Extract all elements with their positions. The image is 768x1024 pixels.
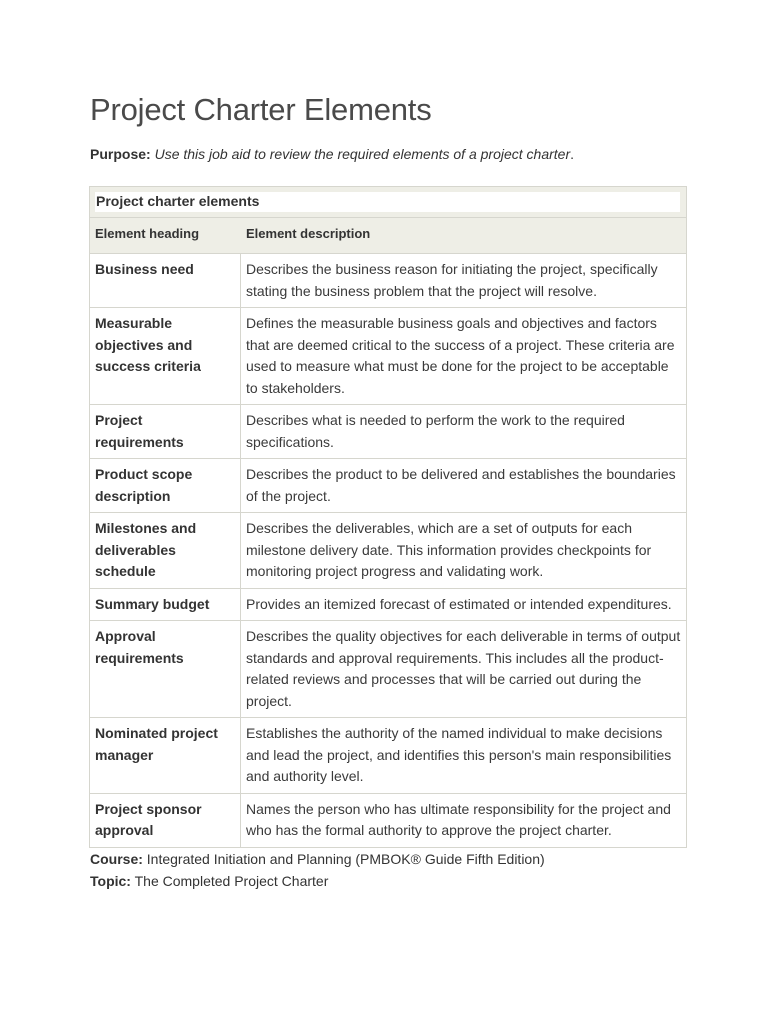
element-description-cell: Describes what is needed to perform the work to the required specifications. <box>241 405 687 459</box>
footer-info <box>90 848 545 892</box>
element-heading-cell: Nominated project manager <box>90 718 241 794</box>
table-caption: Project charter elements <box>95 192 680 212</box>
course-line <box>90 848 545 870</box>
course-label: Course: <box>90 851 143 867</box>
element-description-cell: Provides an itemized forecast of estimated or intended expenditures. <box>241 588 687 621</box>
purpose-line <box>90 146 574 162</box>
table-header-row <box>90 218 687 254</box>
element-description-cell: Establishes the authority of the named individual to make decisions and lead the project, and identifies this person's main responsibilities and authority level. <box>241 718 687 794</box>
table-row <box>90 308 687 405</box>
table-row <box>90 405 687 459</box>
table-row <box>90 718 687 794</box>
page-title: Project Charter Elements <box>90 92 432 127</box>
element-description-cell: Defines the measurable business goals and objectives and factors that are deemed critical to the success of a project. These criteria are used to measure what must be done for the project to be acceptable to stakeholders. <box>241 308 687 405</box>
element-heading-cell: Business need <box>90 254 241 308</box>
element-description-cell: Describes the product to be delivered and establishes the boundaries of the project. <box>241 459 687 513</box>
element-heading-cell: Project requirements <box>90 405 241 459</box>
header-element-heading: Element heading <box>90 218 241 254</box>
element-heading-cell: Milestones and deliverables schedule <box>90 513 241 589</box>
purpose-end: . <box>570 146 575 162</box>
table-caption-cell <box>90 187 687 218</box>
element-heading-cell: Approval requirements <box>90 621 241 718</box>
element-description-cell: Describes the quality objectives for each deliverable in terms of output standards and approval requirements. This includes all the product-related reviews and processes that will be carried out during the project. <box>241 621 687 718</box>
element-description-cell: Names the person who has ultimate responsibility for the project and who has the formal authority to approve the project charter. <box>241 793 687 847</box>
table-row <box>90 588 687 621</box>
topic-value: The Completed Project Charter <box>134 873 329 889</box>
table-row <box>90 254 687 308</box>
purpose-label: Purpose: <box>90 146 151 162</box>
topic-label: Topic: <box>90 873 131 889</box>
table-row <box>90 621 687 718</box>
table-body <box>90 187 687 848</box>
topic-line <box>90 870 545 892</box>
element-description-cell: Describes the business reason for initiating the project, specifically stating the business problem that the project will resolve. <box>241 254 687 308</box>
table-row <box>90 793 687 847</box>
element-heading-cell: Measurable objectives and success criteria <box>90 308 241 405</box>
charter-elements-table <box>89 186 687 848</box>
table-row <box>90 459 687 513</box>
element-heading-cell: Product scope description <box>90 459 241 513</box>
purpose-text: Use this job aid to review the required elements of a project charter <box>154 146 571 162</box>
element-heading-cell: Project sponsor approval <box>90 793 241 847</box>
element-heading-cell: Summary budget <box>90 588 241 621</box>
table-caption-row <box>90 187 687 218</box>
table-row <box>90 513 687 589</box>
element-description-cell: Describes the deliverables, which are a set of outputs for each milestone delivery date. This information provides checkpoints for monitoring project progress and validating work. <box>241 513 687 589</box>
header-element-description: Element description <box>241 218 687 254</box>
course-value: Integrated Initiation and Planning (PMBOK® Guide Fifth Edition) <box>146 851 545 867</box>
